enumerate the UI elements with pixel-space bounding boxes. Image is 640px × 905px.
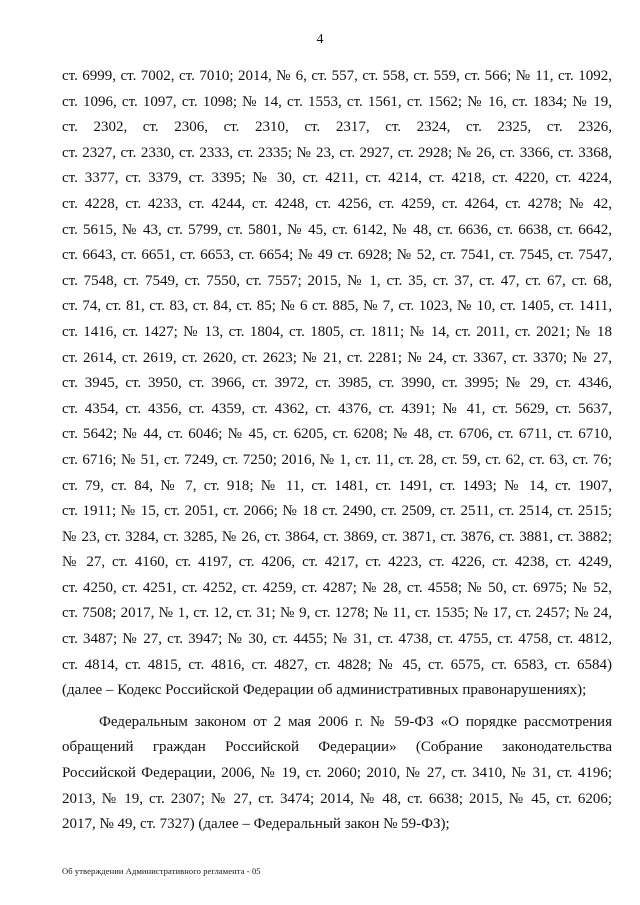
text-line: № 23, ст. 3284, ст. 3285, № 26, ст. 3864, ст. 3869, ст. 3871, ст. 3876, ст. 3881, ст. 3882;	[62, 528, 612, 545]
text-line: ст. 4354, ст. 4356, ст. 4359, ст. 4362, ст. 4376, ст. 4391; № 41, ст. 5629, ст. 5637,	[62, 400, 612, 417]
paragraph-federal-law	[62, 710, 612, 838]
body-text	[62, 64, 612, 838]
text-line: ст. 4814, ст. 4815, ст. 4816, ст. 4827, ст. 4828; № 45, ст. 6575, ст. 6583, ст. 6584)	[62, 656, 612, 673]
text-line: ст. 6643, ст. 6651, ст. 6653, ст. 6654; № 49 ст. 6928; № 52, ст. 7541, ст. 7545, ст. 7547,	[62, 247, 612, 264]
text-line: ст. 3377, ст. 3379, ст. 3395; № 30, ст. 4211, ст. 4214, ст. 4218, ст. 4220, ст. 4224,	[62, 170, 612, 187]
page-number: 4	[316, 32, 324, 47]
text-line: ст. 4250, ст. 4251, ст. 4252, ст. 4259, ст. 4287; № 28, ст. 4558; № 50, ст. 6975; № 52,	[62, 579, 612, 596]
text-line: Российской Федерации, 2006, № 19, ст. 2060; 2010, № 27, ст. 3410, № 31, ст. 4196;	[62, 765, 612, 782]
text-line: ст. 3945, ст. 3950, ст. 3966, ст. 3972, ст. 3985, ст. 3990, ст. 3995; № 29, ст. 4346,	[62, 375, 612, 392]
page-footer: Об утверждении Административного регламента - 05	[62, 866, 261, 876]
text-line: ст. 6999, ст. 7002, ст. 7010; 2014, № 6, ст. 557, ст. 558, ст. 559, ст. 566; № 11, ст. 1092,	[62, 68, 612, 84]
text-line: ст. 6716; № 51, ст. 7249, ст. 7250; 2016, № 1, ст. 11, ст. 28, ст. 59, ст. 62, ст. 63, ст. 76;	[62, 451, 612, 468]
text-line: ст. 7548, ст. 7549, ст. 7550, ст. 7557; 2015, № 1, ст. 35, ст. 37, ст. 47, ст. 67, ст. 68,	[62, 272, 612, 289]
text-line: ст. 2614, ст. 2619, ст. 2620, ст. 2623; № 21, ст. 2281; № 24, ст. 3367, ст. 3370; № 27,	[62, 349, 612, 366]
text-line: ст. 2302, ст. 2306, ст. 2310, ст. 2317, ст. 2324, ст. 2325, ст. 2326,	[62, 119, 612, 136]
text-line: ст. 74, ст. 81, ст. 83, ст. 84, ст. 85; № 6 ст. 885, № 7, ст. 1023, № 10, ст. 1405, ст. 1411,	[62, 298, 612, 315]
text-line: ст. 4228, ст. 4233, ст. 4244, ст. 4248, ст. 4256, ст. 4259, ст. 4264, ст. 4278; № 42,	[62, 195, 612, 212]
text-line: обращений граждан Российской Федерации» (Собрание законодательства	[62, 739, 612, 756]
text-line: Федеральным законом от 2 мая 2006 г. № 59-ФЗ «О порядке рассмотрения	[99, 713, 612, 730]
text-line: ст. 7508; 2017, № 1, ст. 12, ст. 31; № 9, ст. 1278; № 11, ст. 1535; № 17, ст. 2457; № 24,	[62, 605, 612, 622]
text-line: ст. 5642; № 44, ст. 6046; № 45, ст. 6205, ст. 6208; № 48, ст. 6706, ст. 6711, ст. 6710,	[62, 426, 612, 443]
text-line: ст. 3487; № 27, ст. 3947; № 30, ст. 4455; № 31, ст. 4738, ст. 4755, ст. 4758, ст. 4812,	[62, 631, 612, 648]
text-line: ст. 1416, ст. 1427; № 13, ст. 1804, ст. 1805, ст. 1811; № 14, ст. 2011, ст. 2021; № 18	[62, 323, 612, 340]
text-line: ст. 5615, № 43, ст. 5799, ст. 5801, № 45, ст. 6142, № 48, ст. 6636, ст. 6638, ст. 6642,	[62, 221, 612, 238]
text-line: ст. 1096, ст. 1097, ст. 1098; № 14, ст. 1553, ст. 1561, ст. 1562; № 16, ст. 1834; № 19,	[62, 93, 612, 110]
text-line: ст. 2327, ст. 2330, ст. 2333, ст. 2335; № 23, ст. 2927, ст. 2928; № 26, ст. 3366, ст. 3368,	[62, 144, 612, 161]
text-line: № 27, ст. 4160, ст. 4197, ст. 4206, ст. 4217, ст. 4223, ст. 4226, ст. 4238, ст. 4249,	[62, 554, 612, 571]
text-line: (далее – Кодекс Российской Федерации об административных правонарушениях);	[62, 682, 587, 699]
paragraph-citations	[62, 64, 612, 704]
text-line: 2013, № 19, ст. 2307; № 27, ст. 3474; 2014, № 48, ст. 6638; 2015, № 45, ст. 6206;	[62, 790, 612, 807]
text-line: 2017, № 49, ст. 7327) (далее – Федеральный закон № 59-ФЗ);	[62, 816, 450, 833]
text-line: ст. 1911; № 15, ст. 2051, ст. 2066; № 18 ст. 2490, ст. 2509, ст. 2511, ст. 2514, ст. 2515;	[62, 503, 612, 520]
text-line: ст. 79, ст. 84, № 7, ст. 918; № 11, ст. 1481, ст. 1491, ст. 1493; № 14, ст. 1907,	[62, 477, 612, 494]
